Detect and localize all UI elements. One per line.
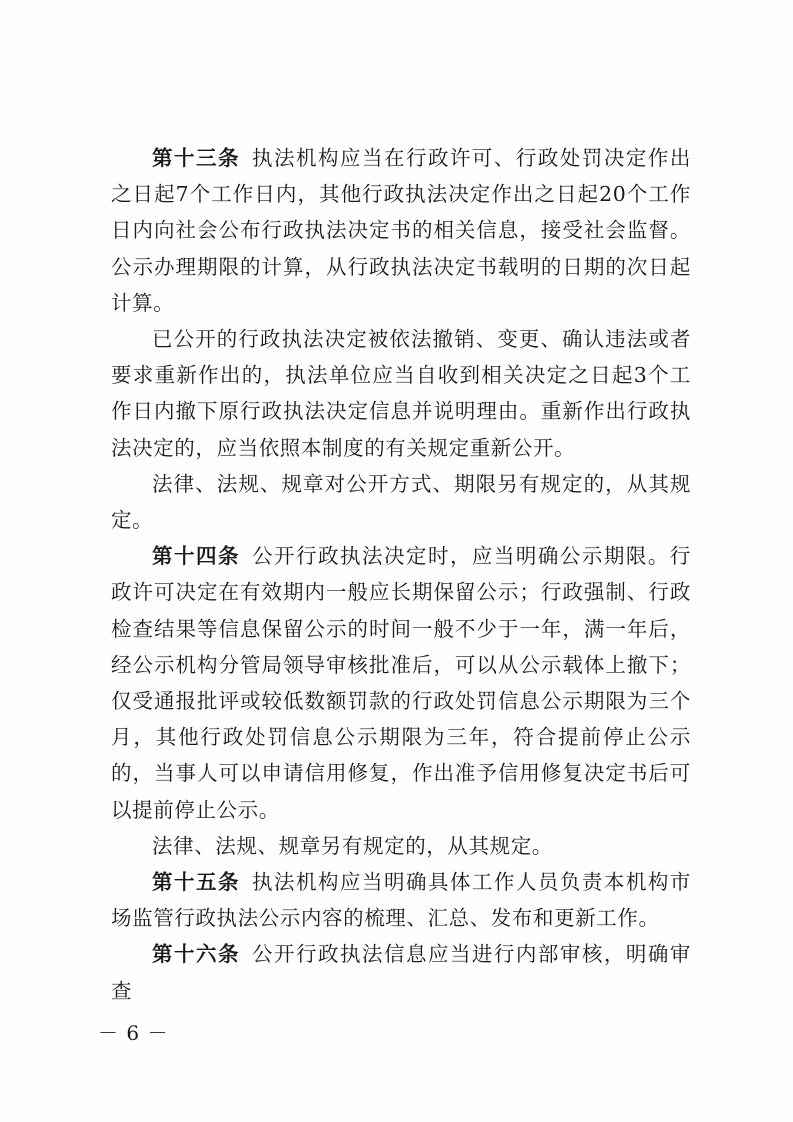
page-number: － 6 － — [98, 1021, 169, 1045]
paragraph-text: 执法机构应当明确具体工作人员负责本机构市场监管行政执法公示内容的梳理、汇总、发布和更新工作。 — [111, 870, 691, 931]
article-number: 第十五条 — [152, 870, 240, 895]
paragraph-article-14 — [111, 538, 691, 828]
paragraph-revocation — [111, 321, 691, 466]
paragraph-text: 执法机构应当在行政许可、行政处罚决定作出之日起7个工作日内，其他行政执法决定作出之日起20个工作日内向社会公布行政执法决定书的相关信息，接受社会监督。公示办理期限的计算，从行政执法决定书载明的日期的次日起计算。 — [111, 146, 691, 315]
paragraph-text: 已公开的行政执法决定被依法撤销、变更、确认违法或者要求重新作出的，执法单位应当自收到相关决定之日起3个工作日内撤下原行政执法决定信息并说明理由。重新作出行政执法决定的，应当依照本制度的有关规定重新公开。 — [111, 327, 691, 460]
article-number: 第十三条 — [152, 146, 240, 170]
paragraph-text: 公开行政执法决定时，应当明确公示期限。行政许可决定在有效期内一般应长期保留公示；行政强制、行政检查结果等信息保留公示的时间一般不少于一年，满一年后，经公示机构分管局领导审核批准后，可以从公示载体上撤下；仅受通报批评或较低数额罚款的行政处罚信息公示期限为三个月，其他行政处罚信息公示期限为三年，符合提前停止公示的，当事人可以申请信用修复，作出准予信用修复决定书后可以提前停止公示。 — [111, 544, 691, 822]
article-number: 第十六条 — [152, 942, 240, 967]
paragraph-article-15 — [111, 864, 691, 936]
article-number: 第十四条 — [152, 544, 240, 569]
paragraph-article-13 — [111, 140, 691, 321]
document-body — [111, 140, 691, 1009]
paragraph-article-16 — [111, 936, 691, 1008]
paragraph-law-exception-2 — [111, 828, 691, 864]
paragraph-text: 公开行政执法信息应当进行内部审核，明确审查 — [111, 942, 691, 1003]
paragraph-text: 法律、法规、规章另有规定的，从其规定。 — [152, 833, 553, 858]
paragraph-text: 法律、法规、规章对公开方式、期限另有规定的，从其规定。 — [111, 471, 691, 533]
paragraph-law-exception-1 — [111, 466, 691, 538]
